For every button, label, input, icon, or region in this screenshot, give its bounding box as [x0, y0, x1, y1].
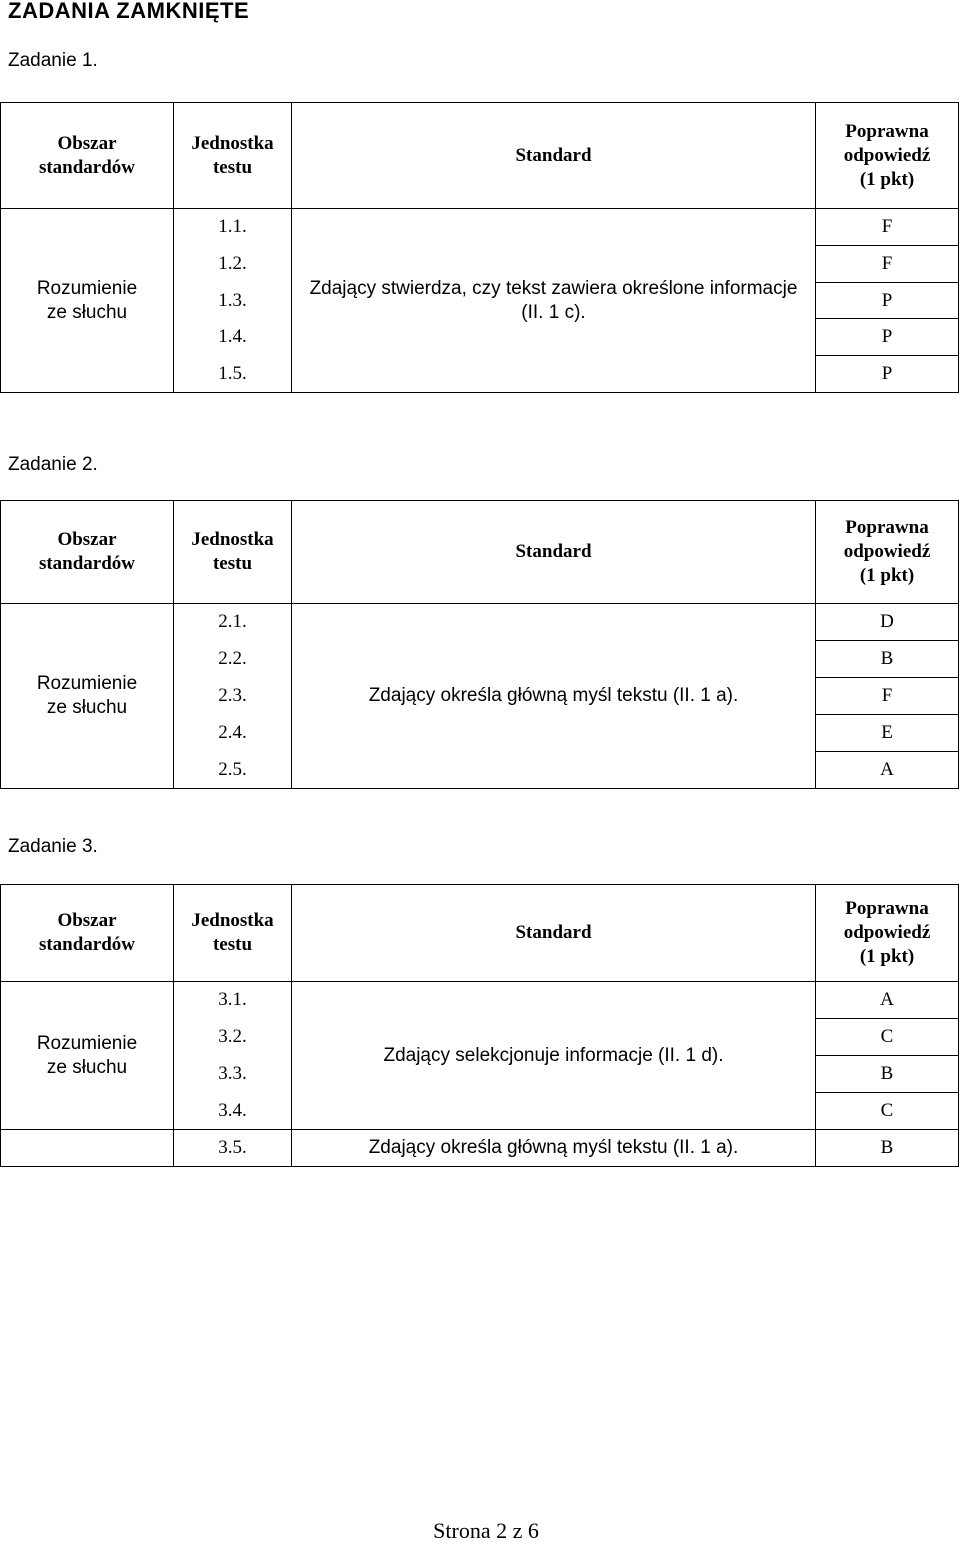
- standard-cell: Zdający określa główną myśl tekstu (II. 1 a).: [292, 604, 816, 789]
- unit-cell: 1.3.: [174, 283, 292, 319]
- answer-cell: P: [816, 319, 959, 356]
- task-3-title: Zadanie 3.: [8, 836, 98, 857]
- unit-cell: 2.2.: [174, 641, 292, 678]
- header-area: Obszar standardów: [1, 885, 174, 982]
- header-area: Obszar standardów: [1, 501, 174, 604]
- table-row: [1, 982, 959, 1019]
- answer-cell: F: [816, 246, 959, 283]
- unit-cell: 3.2.: [174, 1019, 292, 1056]
- area-cell: Rozumienie ze słuchu: [1, 604, 174, 789]
- header-answer: Poprawna odpowiedź (1 pkt): [816, 885, 959, 982]
- area-cell-continued: [1, 1130, 174, 1167]
- area-cell: Rozumienie ze słuchu: [1, 982, 174, 1130]
- header-unit: Jednostka testu: [174, 885, 292, 982]
- unit-cell: 2.4.: [174, 715, 292, 752]
- standard-cell: Zdający stwierdza, czy tekst zawiera określone informacje (II. 1 c).: [292, 209, 816, 393]
- header-answer: Poprawna odpowiedź (1 pkt): [816, 103, 959, 209]
- task-2-title: Zadanie 2.: [8, 454, 98, 475]
- answer-cell: P: [816, 283, 959, 319]
- table-row: [1, 604, 959, 641]
- unit-cell: 2.5.: [174, 752, 292, 789]
- answer-cell: B: [816, 641, 959, 678]
- header-unit: Jednostka testu: [174, 501, 292, 604]
- answer-cell: E: [816, 715, 959, 752]
- header-area: Obszar standardów: [1, 103, 174, 209]
- unit-cell: 3.5.: [174, 1130, 292, 1167]
- standard-cell: Zdający określa główną myśl tekstu (II. 1 a).: [292, 1130, 816, 1167]
- task-3-table: [0, 884, 959, 1167]
- header-standard: Standard: [292, 103, 816, 209]
- answer-cell: P: [816, 356, 959, 393]
- unit-cell: 3.1.: [174, 982, 292, 1019]
- answer-cell: C: [816, 1019, 959, 1056]
- unit-cell: 1.4.: [174, 319, 292, 356]
- task-2-table: [0, 500, 959, 789]
- answer-cell: B: [816, 1130, 959, 1167]
- answer-cell: C: [816, 1093, 959, 1130]
- unit-cell: 2.3.: [174, 678, 292, 715]
- standard-cell: Zdający selekcjonuje informacje (II. 1 d).: [292, 982, 816, 1130]
- unit-cell: 1.2.: [174, 246, 292, 283]
- unit-cell: 1.5.: [174, 356, 292, 393]
- answer-cell: F: [816, 678, 959, 715]
- page-title: ZADANIA ZAMKNIĘTE: [8, 0, 250, 23]
- answer-cell: D: [816, 604, 959, 641]
- task-1-table: [0, 102, 959, 393]
- header-standard: Standard: [292, 885, 816, 982]
- table-row: [1, 209, 959, 246]
- header-unit: Jednostka testu: [174, 103, 292, 209]
- table-row: [1, 1130, 959, 1167]
- unit-cell: 3.3.: [174, 1056, 292, 1093]
- answer-cell: F: [816, 209, 959, 246]
- unit-cell: 2.1.: [174, 604, 292, 641]
- answer-cell: A: [816, 752, 959, 789]
- answer-cell: B: [816, 1056, 959, 1093]
- table-header-row: [1, 501, 959, 604]
- task-1-title: Zadanie 1.: [8, 50, 98, 71]
- unit-cell: 3.4.: [174, 1093, 292, 1130]
- header-answer: Poprawna odpowiedź (1 pkt): [816, 501, 959, 604]
- page-footer: Strona 2 z 6: [433, 1518, 539, 1543]
- table-header-row: [1, 885, 959, 982]
- answer-cell: A: [816, 982, 959, 1019]
- area-cell: Rozumienie ze słuchu: [1, 209, 174, 393]
- header-standard: Standard: [292, 501, 816, 604]
- unit-cell: 1.1.: [174, 209, 292, 246]
- table-header-row: [1, 103, 959, 209]
